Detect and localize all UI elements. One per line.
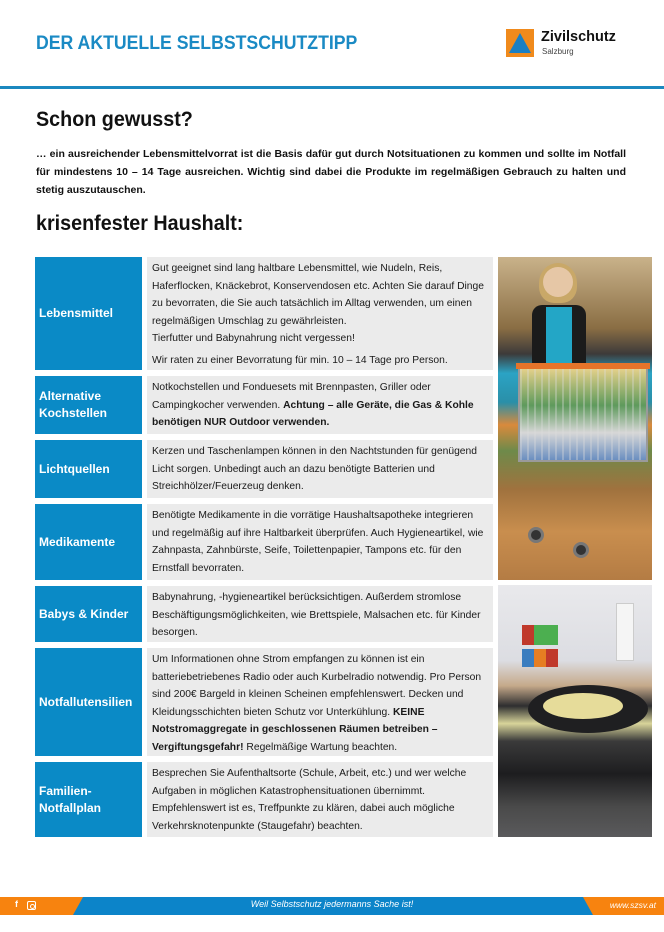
tip-label: Babys & Kinder	[35, 586, 142, 642]
tip-label	[35, 376, 142, 434]
photo-detail	[616, 603, 634, 661]
tip-text-main: Besprechen Sie Aufenthaltsorte (Schule, Arbeit, etc.) und wer welche Aufgaben in möglichen Katastrophensituationen übernimmt. Empfehlenswert ist es, Treffpunkte zu klären, dabei auch mögliche Verkehrsknotenpunkte (Staugefahr) beachten.	[152, 768, 467, 832]
intro-text: … ein ausreichender Lebensmittelvorrat ist die Basis dafür gut durch Notsituationen zu kommen und sollte im Notfall für mindestens 10 – 14 Tage ausreichen. Wichtig sind dabei die Produkte im regelmäßigen Gebrauch zu halten und stetig auszutauschen.	[36, 148, 626, 196]
tip-text-main: Babynahrung, -hygieneartikel berücksichtigen. Außerdem stromlose Beschäftigungsmöglichkeiten, wie Brettspiele, Malsachen etc. für Kinder besorgen.	[152, 592, 481, 638]
photo-detail	[516, 363, 650, 369]
triangle-logo-icon	[506, 29, 534, 57]
tip-text-main: Gut geeignet sind lang haltbare Lebensmittel, wie Nudeln, Reis, Haferflocken, Knäckebrot, Konservendosen etc. Achten Sie darauf Dinge zu bevorraten, die Sie auch tatsächlich im Alltag verwenden, um einen regelmäßigen Umschlag zu gewährleisten.	[152, 263, 484, 327]
tip-label: Lebensmittel	[35, 257, 142, 370]
tip-text-warning: Achtung – alle Geräte, die Gas & Kohle benötigen NUR Outdoor verwenden.	[152, 399, 474, 428]
tip-text	[147, 648, 493, 756]
tip-text	[147, 762, 493, 837]
tip-row-familien-notfallplan	[35, 762, 493, 837]
logo-name: Zivilschutz	[541, 29, 616, 45]
kitchen-stove-with-pan-photo	[498, 585, 652, 837]
tip-text	[147, 257, 493, 370]
tip-text-after: Regelmäßige Wartung beachten.	[246, 741, 398, 753]
tip-text-main: Benötigte Medikamente in die vorrätige Haushaltsapotheke integrieren und regelmäßig auf ihre Haltbarkeit überprüfen. Auch Hygieneartikel, wie Zahnpasta, Zahnbürste, Seife, Toilettenpapier, Tampons etc. für den Ernstfall bevorraten.	[152, 510, 484, 574]
tip-text	[147, 504, 493, 580]
woman-with-shopping-cart-photo	[498, 257, 652, 580]
tip-text	[147, 376, 493, 434]
facebook-icon[interactable]: f	[15, 899, 18, 909]
tip-label	[35, 762, 142, 837]
tip-row-alternative-kochstellen	[35, 376, 493, 434]
zivilschutz-logo[interactable]	[506, 29, 636, 59]
tip-label: Medikamente	[35, 504, 142, 580]
tip-text	[147, 586, 493, 642]
tip-label-text: Alternative Kochstellen	[39, 389, 108, 420]
photo-detail	[522, 649, 558, 667]
tip-text-note: Tierfutter und Babynahrung nicht vergessen!	[152, 333, 355, 344]
photo-detail	[546, 307, 572, 367]
photo-detail	[518, 367, 648, 462]
tip-text-main: Kerzen und Taschenlampen können in den Nachtstunden für genügend Licht sorgen. Unbedingt auch an dazu benötigte Batterien und Streichhölzer/Feuerzeug denken.	[152, 446, 477, 492]
tip-text-warning: KEINE Notstromaggregate in geschlossenen Räumen betreiben – Vergiftungsgefahr!	[152, 706, 438, 753]
tip-row-lichtquellen	[35, 440, 493, 498]
tip-label: Lichtquellen	[35, 440, 142, 498]
tip-row-babys-kinder	[35, 586, 493, 642]
tip-text	[147, 440, 493, 498]
photo-detail	[543, 267, 573, 297]
tip-text-main: Um Informationen ohne Strom empfangen zu können ist ein batteriebetriebenes Radio oder auch Kurbelradio notwendig. Pro Person sind 200€ Bargeld in kleinen Scheinen empfehlenswert. Decken und Kleidungsschichten bieten Schutz vor Unterkühlung.	[152, 654, 482, 718]
photo-detail	[522, 625, 558, 645]
tip-text-recommendation: Wir raten zu einer Bevorratung für min. 10 – 14 Tage pro Person.	[152, 354, 448, 366]
tip-row-lebensmittel	[35, 257, 493, 370]
tip-row-notfallutensilien	[35, 648, 493, 756]
tip-row-medikamente	[35, 504, 493, 580]
logo-subtitle: Salzburg	[542, 47, 574, 56]
tip-text-main: Notkochstellen und Fonduesets mit Brennpasten, Griller oder Campingkocher verwenden.	[152, 382, 431, 411]
page-title: DER AKTUELLE SELBSTSCHUTZTIPP	[36, 33, 358, 54]
tip-label-text: Familien-Notfallplan	[39, 783, 101, 815]
tip-label: Notfallutensilien	[35, 648, 142, 756]
footer-slogan: Weil Selbstschutz jedermanns Sache ist!	[250, 899, 414, 909]
photo-detail	[528, 527, 544, 543]
photo-detail	[573, 542, 589, 558]
photo-detail	[543, 693, 623, 719]
header-divider	[0, 86, 664, 89]
intro-heading: Schon gewusst?	[36, 108, 193, 131]
website-link[interactable]: www.szsv.at	[609, 900, 656, 910]
footer-bar	[0, 897, 664, 915]
section-heading: krisenfester Haushalt:	[36, 212, 244, 235]
